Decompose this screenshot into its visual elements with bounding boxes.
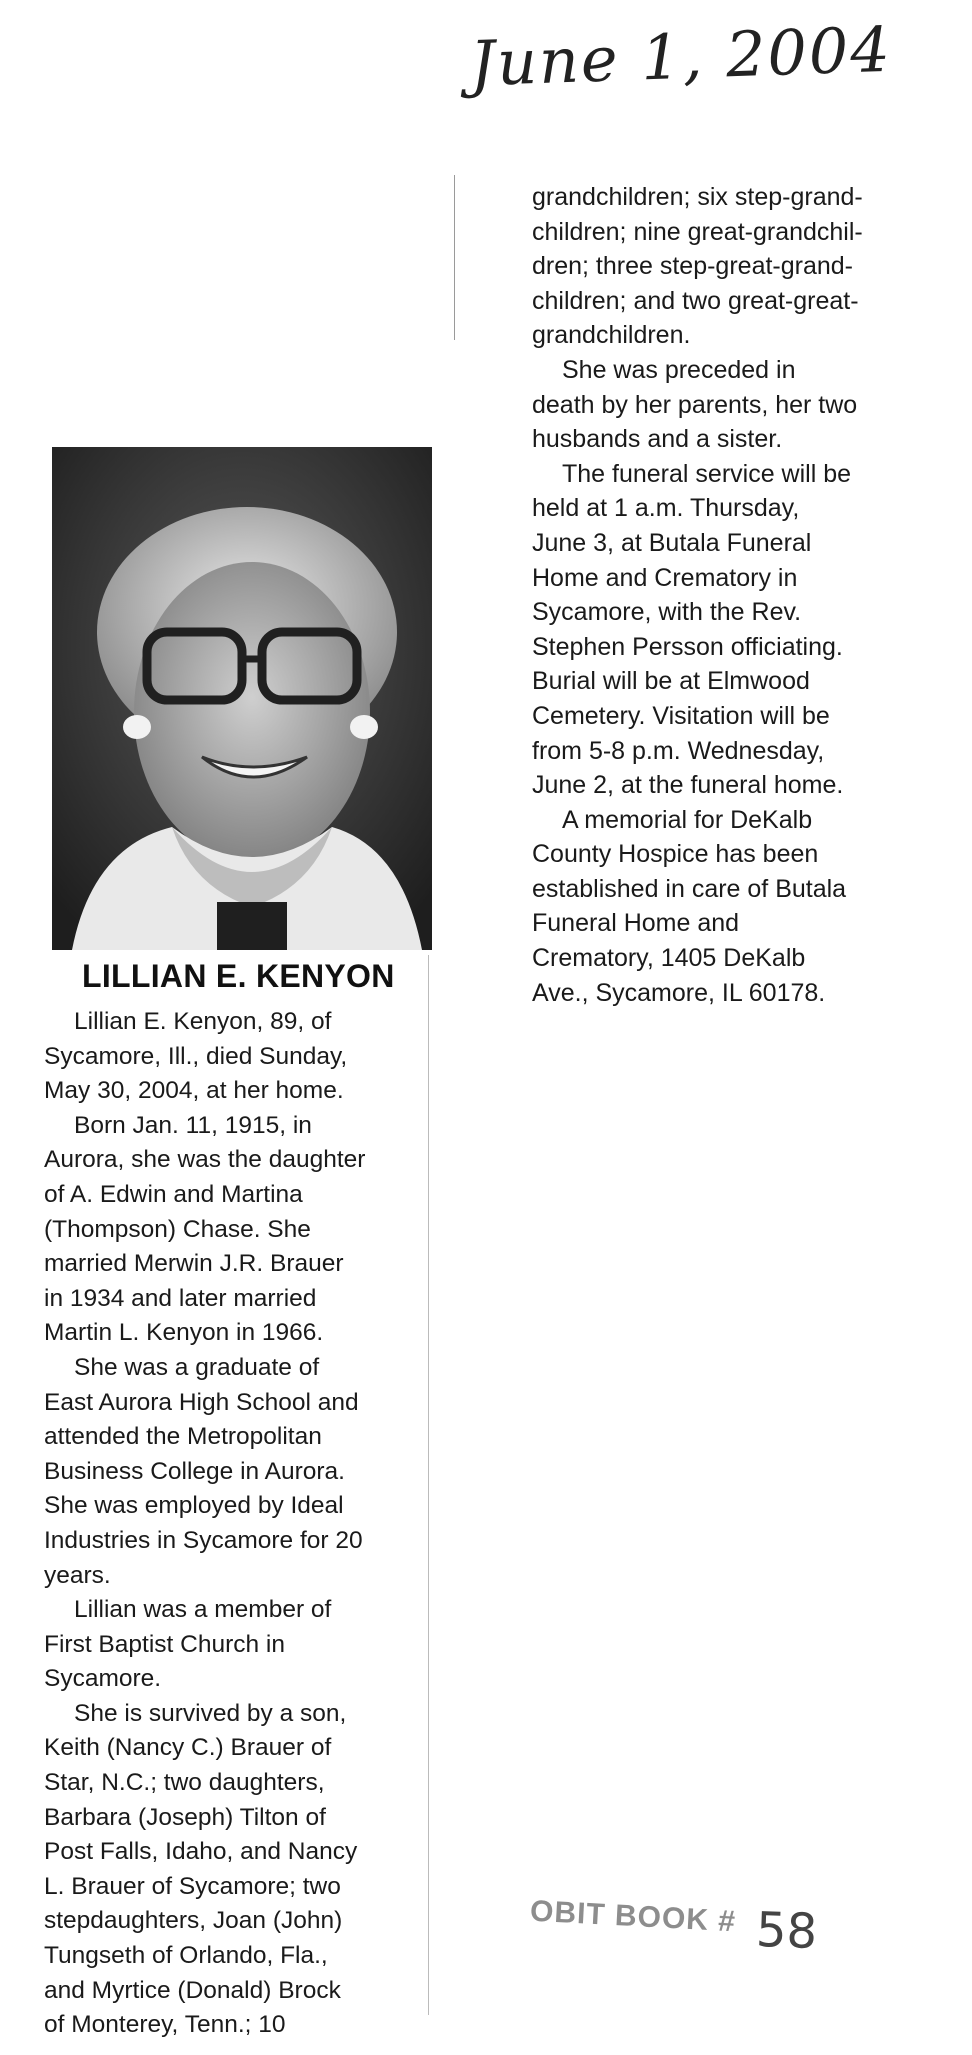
text-line: Home and Crematory in <box>532 563 798 592</box>
text-line: Lillian E. Kenyon, 89, of <box>74 1008 332 1035</box>
text-line: Tungseth of Orlando, Fla., <box>44 1942 328 1970</box>
text-line: Ave., Sycamore, IL 60178. <box>532 978 826 1007</box>
text-line: Business College in Aurora. <box>44 1457 345 1485</box>
text-line: Industries in Sycamore for 20 <box>44 1526 363 1554</box>
text-line: Sycamore, Ill., died Sunday, <box>44 1042 348 1070</box>
right-column-text <box>532 180 932 1010</box>
text-line: June 2, at the funeral home. <box>532 771 844 800</box>
text-line: County Hospice has been <box>532 840 819 869</box>
text-line: First Baptist Church in <box>44 1630 285 1658</box>
text-line: of Monterey, Tenn.; 10 <box>44 2011 286 2039</box>
text-line: from 5-8 p.m. Wednesday, <box>532 736 825 765</box>
text-line: established in care of Butala <box>532 874 847 903</box>
text-line: She was employed by Ideal <box>44 1492 344 1520</box>
text-line: Lillian was a member of <box>74 1596 332 1624</box>
text-line: dren; three step-great-grand- <box>532 252 854 281</box>
text-line: children; and two great-great- <box>532 286 859 315</box>
obit-book-stamp: OBIT BOOK # <box>529 1894 737 1939</box>
text-line: Star, N.C.; two daughters, <box>44 1769 325 1797</box>
text-line: children; nine great-grandchil- <box>532 217 863 246</box>
text-line: Burial will be at Elmwood <box>532 667 810 696</box>
text-line: She was a graduate of <box>74 1353 320 1381</box>
obituary-heading: LILLIAN E. KENYON <box>82 958 395 994</box>
text-line: June 3, at Butala Funeral <box>532 528 812 557</box>
text-line: (Thompson) Chase. She <box>44 1215 311 1243</box>
text-line: death by her parents, her two <box>532 390 858 419</box>
obit-book-number: 58 <box>755 1901 819 1961</box>
text-line: Keith (Nancy C.) Brauer of <box>44 1734 332 1762</box>
text-line: and Myrtice (Donald) Brock <box>44 1976 341 2004</box>
text-line: Aurora, she was the daughter <box>44 1146 366 1174</box>
text-line: Barbara (Joseph) Tilton of <box>44 1803 326 1831</box>
text-line: Cemetery. Visitation will be <box>532 701 830 730</box>
column-separator <box>454 175 455 340</box>
text-line: husbands and a sister. <box>532 425 783 454</box>
text-line: stepdaughters, Joan (John) <box>44 1907 343 1935</box>
text-line: Stephen Persson officiating. <box>532 632 843 661</box>
text-line: Post Falls, Idaho, and Nancy <box>44 1838 358 1866</box>
handwritten-date: June 1, 2004 <box>468 12 893 101</box>
text-line: The funeral service will be <box>562 459 852 488</box>
text-line: L. Brauer of Sycamore; two <box>44 1872 341 1900</box>
text-line: years. <box>44 1561 111 1589</box>
text-line: married Merwin J.R. Brauer <box>44 1250 344 1278</box>
text-line: held at 1 a.m. Thursday, <box>532 494 800 523</box>
left-column-text <box>44 1005 434 2043</box>
text-line: She is survived by a son, <box>74 1699 347 1727</box>
text-line: Funeral Home and <box>532 909 740 938</box>
text-line: Sycamore, with the Rev. <box>532 598 802 627</box>
text-line: A memorial for DeKalb <box>562 805 813 834</box>
text-line: Martin L. Kenyon in 1966. <box>44 1319 324 1347</box>
text-line: grandchildren. <box>532 321 691 350</box>
text-line: grandchildren; six step-grand- <box>532 183 863 211</box>
text-line: Sycamore. <box>44 1665 162 1693</box>
text-line: May 30, 2004, at her home. <box>44 1077 344 1105</box>
text-line: East Aurora High School and <box>44 1388 359 1416</box>
text-line: Born Jan. 11, 1915, in <box>74 1111 312 1139</box>
text-line: Crematory, 1405 DeKalb <box>532 944 806 973</box>
text-line: in 1934 and later married <box>44 1284 317 1312</box>
text-line: She was preceded in <box>562 355 796 384</box>
text-line: attended the Metropolitan <box>44 1423 322 1451</box>
portrait-photo <box>52 447 432 950</box>
text-line: of A. Edwin and Martina <box>44 1180 303 1208</box>
